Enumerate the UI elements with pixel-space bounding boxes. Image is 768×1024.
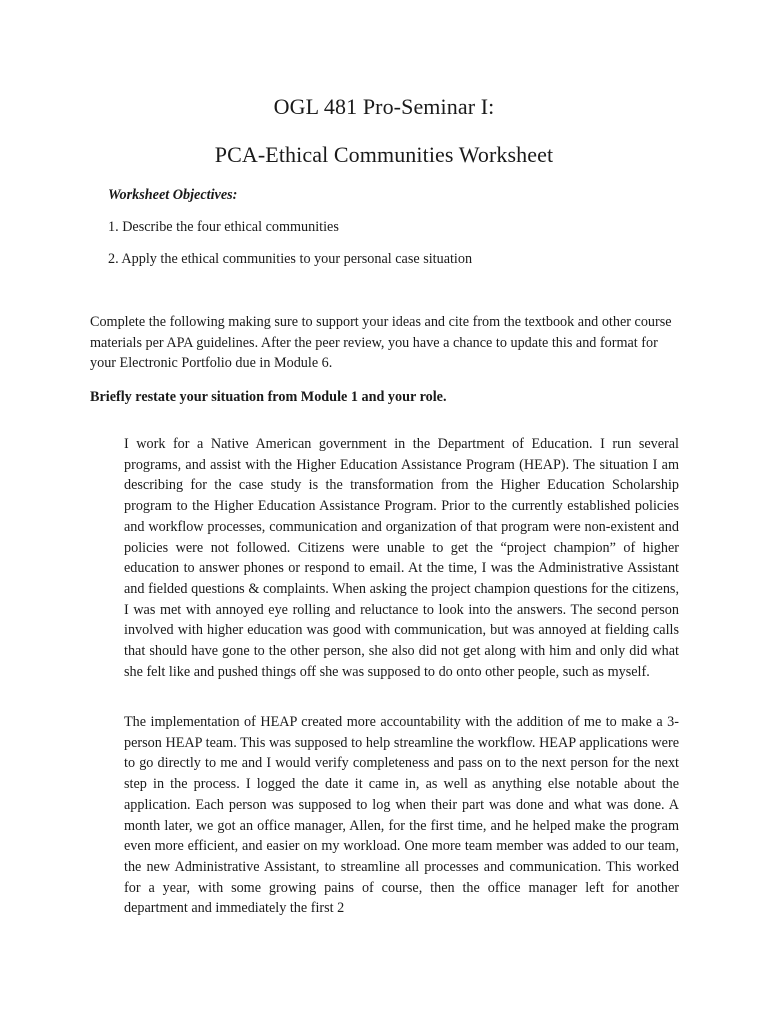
objectives-heading: Worksheet Objectives: <box>108 187 238 203</box>
objective-item: 2. Apply the ethical communities to your personal case situation <box>108 251 473 267</box>
question-prompt: Briefly restate your situation from Module 1 and your role. <box>90 389 447 405</box>
document-subtitle: PCA-Ethical Communities Worksheet <box>214 142 554 167</box>
instructions-paragraph: Complete the following making sure to support your ideas and cite from the textbook and other course materials per APA guidelines. After the peer review, you have a chance to update this and format for your Electronic Portfolio due in Module 6. <box>90 314 672 371</box>
answer-paragraph: I work for a Native American government in the Department of Education. I run several programs, and assist with the Higher Education Assistance Program (HEAP). The situation I am describing for the case study is the transformation from the Higher Education Scholarship program to the Higher Education Assistance Program. Prior to the currently established policies and workflow processes, communication and organization of that program were non-existent and policies were not followed. Citizens were unable to get the “project champion” of higher education to answer phones or respond to email. At the time, I was the Administrative Assistant and fielded questions & complaints. When asking the project champion questions for the citizens, I was met with annoyed eye rolling and reluctance to look into the answers. The second person involved with higher education was good with communication, but was annoyed at fielding calls that should have gone to the other person, she also did not get along with him and only did what she felt like and pushed things off she was supposed to do onto other people, such as myself. <box>124 436 679 680</box>
document-title: OGL 481 Pro-Seminar I: <box>273 94 495 119</box>
objective-item: 1. Describe the four ethical communities <box>108 219 339 235</box>
answer-paragraph: The implementation of HEAP created more accountability with the addition of me to make a 3-person HEAP team. This was supposed to help streamline the workflow. HEAP applications were to go directly to me and I would verify completeness and pass on to the next person for the next step in the process. I logged the date it came in, as well as anything else notable about the application. Each person was supposed to log when their part was done and what was done. A month later, we got an office manager, Allen, for the first time, and he helped make the program even more efficient, and easier on my workload. One more team member was added to our team, the new Administrative Assistant, to streamline all processes and communication. This worked for a year, with some growing pains of course, then the office manager left for another department and immediately the first 2 <box>124 714 679 917</box>
